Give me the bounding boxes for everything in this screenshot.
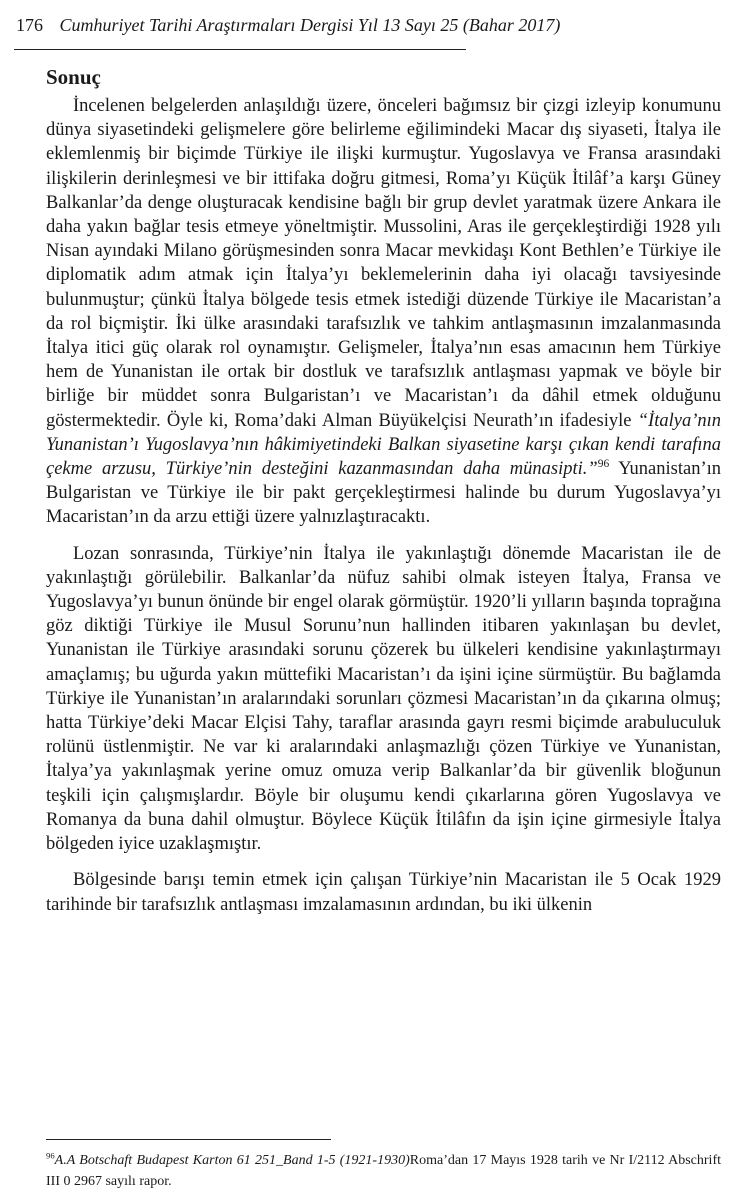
header-rule [14,49,466,50]
body-text [46,94,721,917]
quotation: “İtalya’nın Yunanistan’ı Yugoslavya’nın hâkimiyetindeki Balkan siyasetine karşı çıkan kendi tarafına çekme arzusu, Türkiye’nin desteğini kazanmasından daha münasipti.” [46,410,721,480]
paragraph-text: Yunanistan’ın Bulgaristan ve Türkiye ile bir pakt gerçekleştirmesi halinde bu durum Yugoslavya’yı Macaristan’ın da arzu ettiği üzere yalnızlaştıracaktı. [46,459,721,528]
footnote-text: Roma’dan 17 Mayıs 1928 tarih ve Nr I/2112 Abschrift III 0 2967 sayılı rapor. [46,1153,721,1189]
paragraph [46,94,721,530]
footnote-source: A.A Botschaft Budapest Karton 61 251_Band 1-5 (1921-1930) [54,1153,410,1168]
section-heading: Sonuç [46,65,101,89]
running-header [16,13,560,37]
paragraph: Bölgesinde barışı temin etmek için çalışan Türkiye’nin Macaristan ile 5 Ocak 1929 tarihinde bir tarafsızlık antlaşması imzalamasının ardından, bu iki ülkenin [46,870,721,915]
footnote [46,1150,721,1192]
footnote-number: 96 [46,1150,55,1161]
paragraph-text: İncelenen belgelerden anlaşıldığı üzere, önceleri bağımsız bir çizgi izleyip konumunu dünya siyasetindeki gelişmelere göre belirleme eğilimindeki Macar dış siyaseti, İtalya ile eklemlenmiş bir biçimde Türkiye ile ilişki kurmuştur. Yugoslavya ve Fransa arasındaki ilişkilerin derinleşmesi ve bir ittifaka doğru gitmesi, Roma’yı Küçük İtilâf’a karşı Güney Balkanlar’da denge oluşturacak kendisine bağlı bir grup devlet yaratmak üzere Ankara ile daha yakın bağlar tesis etmeye yöneltmiştir. Mussolini, Aras ile gerçekleştirdiği 1928 yılı Nisan ayındaki Milano görüşmesinden sonra Macar mevkidaşı Kont Bethlen’e Türkiye ile diplomatik adım atmak için İtalya’yı beklemelerinin daha iyi olacağı tavsiyesinde bulunmuştur; çünkü İtalya bölgede tesis etmek istediği düzende Türkiye ile Macaristan’a da rol biçmiştir. İki ülke arasındaki tarafsızlık ve tahkim antlaşmasının imzalanmasında İtalya itici güç olarak rol oynamıştır. Gelişmeler, İtalya’nın esas amacının hem Türkiye hem de Yunanistan ile ortak bir dostluk ve tarafsızlık antlaşması yapmak ve böyle bir birliğe bir müddet sonra Bulgaristan’ı ve Macaristan’ı da dâhil etmek olduğunu göstermektedir. Öyle ki, Roma’daki Alman Büyükelçisi Neurath’ın ifadesiyle [46,96,721,431]
paragraph: Lozan sonrasında, Türkiye’nin İtalya ile yakınlaştığı dönemde Macaristan ile de yakınlaştığı görülebilir. Balkanlar’da nüfuz sahibi olmak isteyen İtalya, Fransa ve Yugoslavya’yı bunun önünde bir engel olarak görmüştür. 1920’li yılların başında toprağına göz diktiği Türkiye ile Musul Sorunu’nun hallinden itibaren yakınlaşan bu devlet, Yunanistan ile Türkiye arasındaki sorunu çözerek bu ülkeleri kendisine yakınlaştırmayı amaçlamış; bu uğurda yakın müttefiki Macaristan’ı da işini içine sürmüştür. Bu bağlamda Türkiye ile Yunanistan’ın aralarındaki sorunları çözmesi Macaristan’ın da çıkarına olmuş; hatta Türkiye’deki Macar Elçisi Tahy, taraflar arasında gayrı resmi biçimde arabuluculuk rolünü üstlenmiştir. Ne var ki aralarındaki anlaşmazlığı çözen Türkiye ve Yunanistan, İtalya’ya yakınlaşmak yerine omuz omuza verip Balkanlar’da bir güvenlik bloğunun teşkili için çalışmışlardır. Böyle bir oluşumu kendi çıkarlarına gören Yugoslavya ve Romanya da buna dahil olmuştur. Böylece Küçük İtilâfın da işin içine girmesiyle İtalya bölgeden iyice uzaklaşmıştır. [46,543,721,855]
footnote-reference[interactable]: 96 [597,457,610,470]
page-number: 176 [16,15,43,35]
journal-title: Cumhuriyet Tarihi Araştırmaları Dergisi Yıl 13 Sayı 25 (Bahar 2017) [59,15,561,35]
footnote-rule [46,1139,331,1140]
